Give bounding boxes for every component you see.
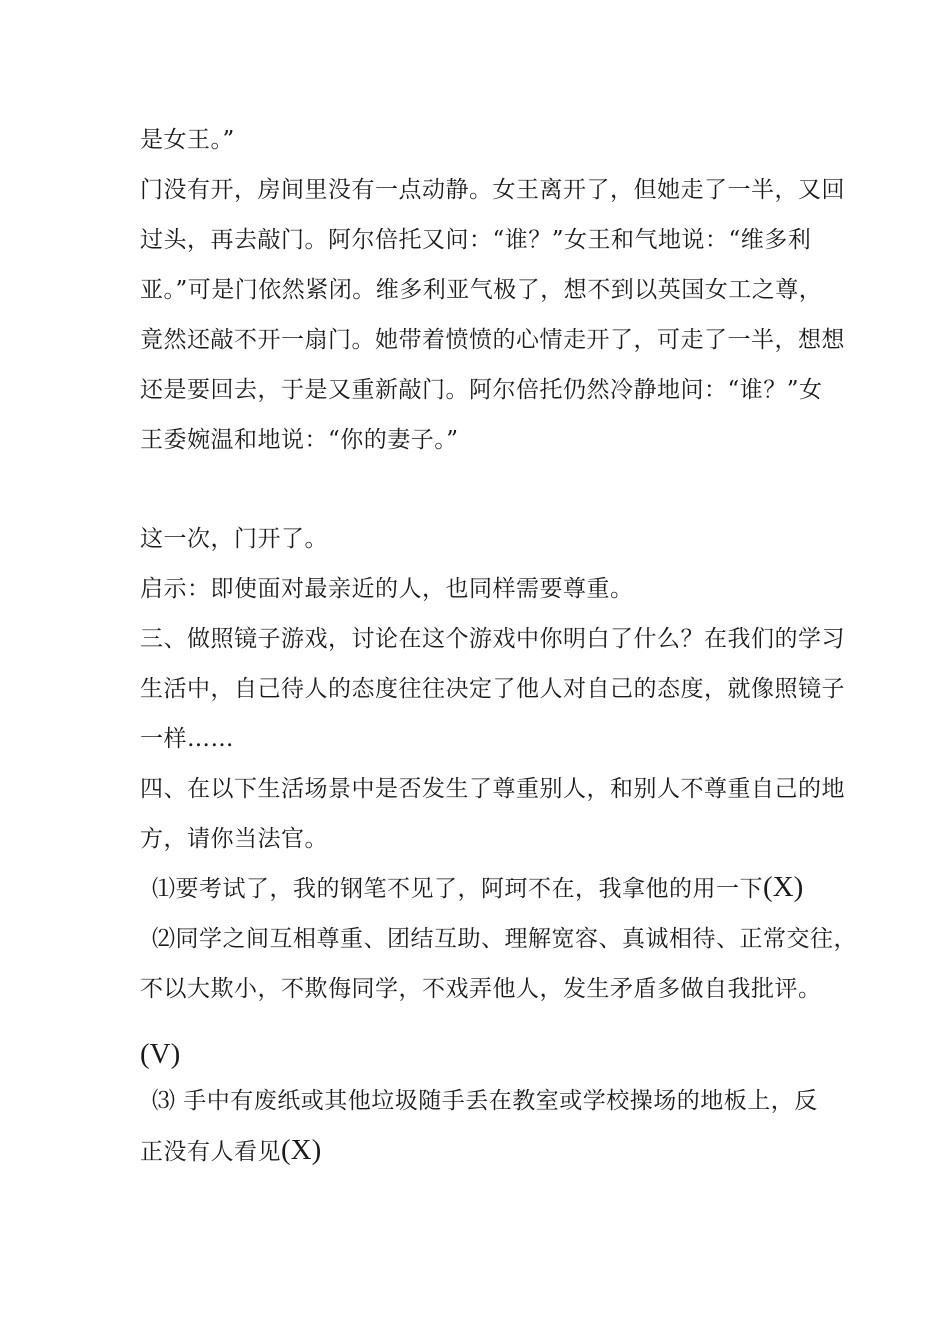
paragraph-line: 方，请你当法官。 <box>140 826 328 852</box>
scenario-item-1-text: ⑴要考试了，我的钢笔不见了，阿珂不在，我拿他的用一下 <box>152 876 763 902</box>
paragraph-line: 竟然还敲不开一扇门。她带着愤愤的心情走开了，可走了一半，想想 <box>140 327 845 353</box>
scenario-item-2-mark: (V) <box>140 1038 181 1070</box>
paragraph-line: 过头，再去敲门。阿尔倍托又问：“谁？”女王和气地说：“维多利 <box>140 227 812 253</box>
scenario-item-1-mark: (X) <box>763 871 804 903</box>
paragraph-line: 这一次，门开了。 <box>140 526 328 552</box>
scenario-item-1 <box>152 873 803 903</box>
paragraph-line: 生活中，自己待人的态度往往决定了他人对自己的态度，就像照镜子 <box>140 676 845 702</box>
paragraph-line: 门没有开，房间里没有一点动静。女王离开了，但她走了一半，又回 <box>140 177 845 203</box>
section-four-line: 四、在以下生活场景中是否发生了尊重别人，和别人不尊重自己的地 <box>140 776 845 802</box>
scenario-item-3-mark: (X) <box>281 1134 322 1166</box>
scenario-item-2-line-2: 不以大欺小，不欺侮同学，不戏弄他人，发生矛盾多做自我批评。 <box>140 976 822 1002</box>
paragraph-line: 还是要回去，于是又重新敲门。阿尔倍托仍然冷静地问：“谁？”女 <box>140 377 823 403</box>
scenario-item-3-line-1: ⑶ 手中有废纸或其他垃圾随手丢在教室或学校操场的地板上，反 <box>152 1088 818 1114</box>
paragraph-line: 王委婉温和地说：“你的妻子。” <box>140 427 459 453</box>
scenario-item-3-line-2 <box>140 1136 321 1166</box>
section-three-line: 三、做照镜子游戏，讨论在这个游戏中你明白了什么？在我们的学习 <box>140 626 845 652</box>
insight-line: 启示：即使面对最亲近的人，也同样需要尊重。 <box>140 576 634 602</box>
paragraph-line: 亚。”可是门依然紧闭。维多利亚气极了，想不到以英国女工之尊， <box>140 277 823 303</box>
scenario-item-3-text: 正没有人看见 <box>140 1139 281 1165</box>
scenario-item-2-line-1: ⑵同学之间互相尊重、团结互助、理解宽容、真诚相待、正常交往， <box>152 926 857 952</box>
paragraph-line: 一样…… <box>140 726 234 752</box>
paragraph-line: 是女王。” <box>140 127 235 153</box>
